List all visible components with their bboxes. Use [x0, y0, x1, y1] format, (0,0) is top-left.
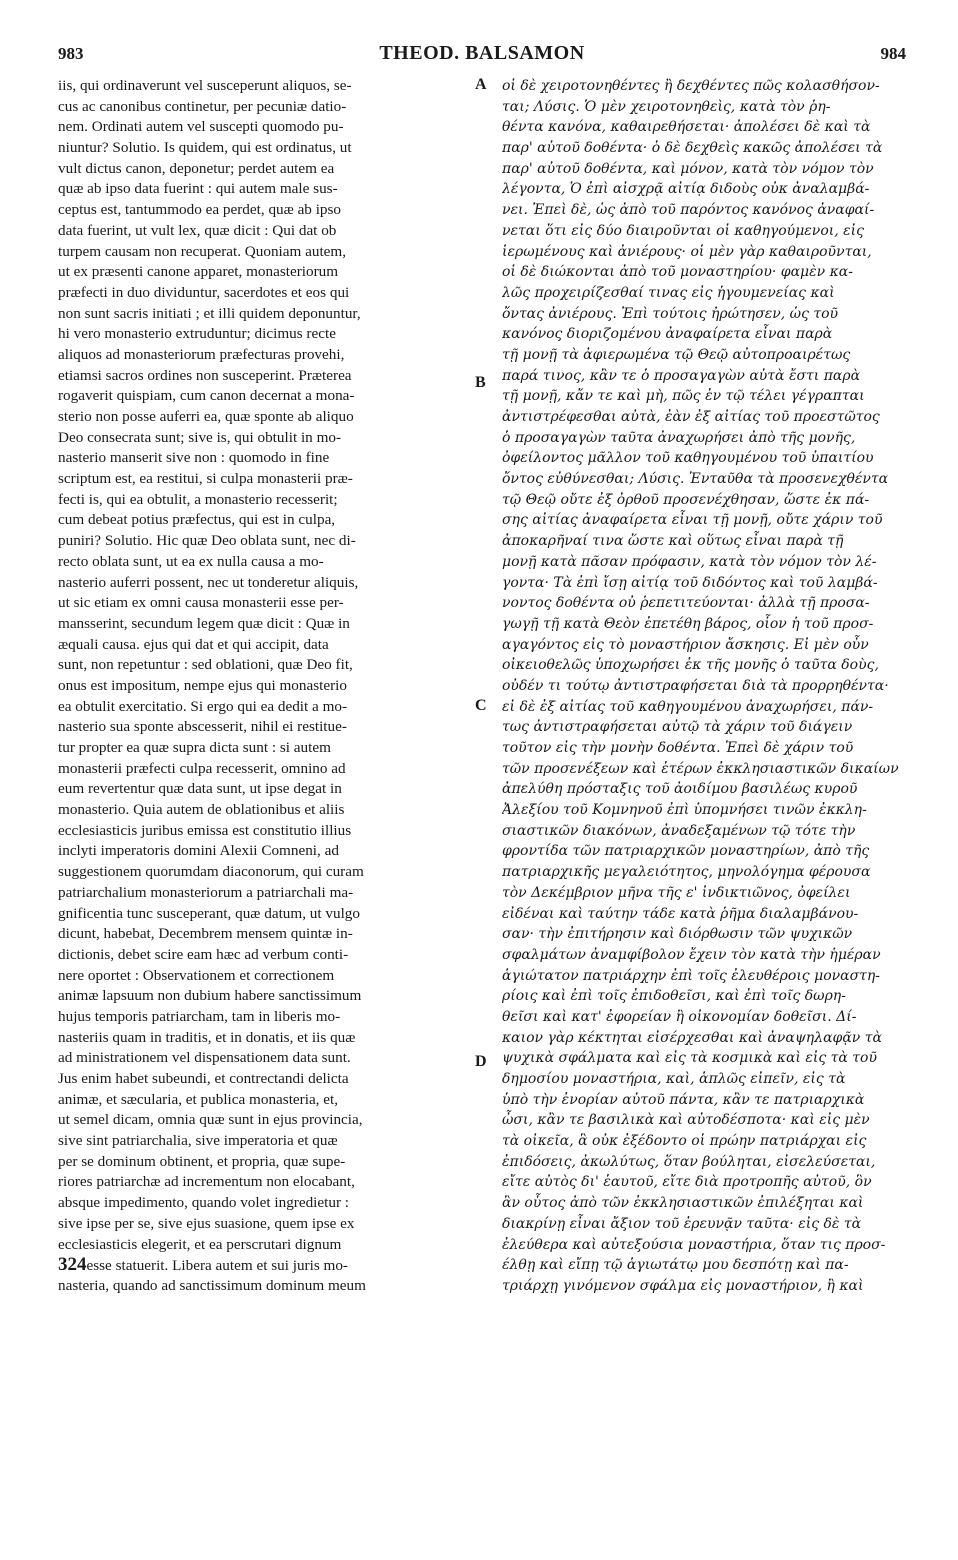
margin-marker-b: B	[475, 374, 486, 391]
text-line: λῶς προχειρίζεσθαί τινας εἰς ἡγουμενείας καὶ	[502, 284, 835, 301]
text-line: Jus enim habet subeundi, et contrectandi delicta	[58, 1070, 349, 1087]
text-line: nasterio manserit sive non : quomodo in fine	[58, 449, 330, 467]
text-line: εἰ δὲ ἐξ αἰτίας τοῦ καθηγουμένου ἀναχωρήσει, πάν-	[502, 698, 874, 715]
text-line: ὀφείλοντος μᾶλλον τοῦ καθηγουμένου τοῦ ὑπαιτίου	[502, 450, 874, 467]
text-line: παρ' αὐτοῦ δοθέντα· ὁ δὲ δεχθεὶς κακῶς ἀπολέσει τὰ	[502, 140, 883, 157]
text-line: παρ' αὐτοῦ δοθέντα, καὶ μόνον, κατὰ τὸν νόμον τὸν	[502, 160, 874, 177]
text-line: πατριαρχικῆς μεγαλειότητος, μηνολόγημα φέρουσα	[502, 864, 871, 881]
text-line: recto oblata sunt, ut ea ex nulla causa a mo-	[58, 552, 324, 570]
text-line: ὄντας ἀνιέρους. Ἐπὶ τούτοις ἠρώτησεν, ὡς τοῦ	[502, 305, 839, 322]
text-line: ὄντος εὐθύνεσθαι; Λύσις. Ἐνταῦθα τὰ προσενεχθέντα	[502, 471, 889, 488]
text-line: sive ipse per se, sive ejus suasione, quem ipse ex	[58, 1214, 355, 1232]
text-line: cus ac canonibus continetur, per pecuniæ datio-	[58, 97, 347, 115]
latin-column	[58, 76, 466, 1297]
right-column-number: 984	[880, 44, 906, 63]
text-line: ρίοις καὶ ἐπὶ τοῖς ἐπιδοθεῖσι, καὶ ἐπὶ τοῖς δωρη-	[502, 988, 846, 1005]
text-line: vult dictus canon, deponetur; perdet autem ea	[58, 159, 335, 177]
text-line: νοντος δοθέντα οὐ ῥεπετιτεύονται· ἀλλὰ τῇ προσα-	[502, 595, 870, 612]
text-line: nasterio sua sponte abscesserit, nihil ei restitue-	[58, 718, 347, 736]
text-line: ψυχικὰ σφάλματα καὶ εἰς τὰ κοσμικὰ καὶ εἰς τὰ τοῦ	[502, 1050, 877, 1067]
text-line: θέντα κανόνα, καθαιρεθήσεται· ἀπολέσει δὲ καὶ τὰ	[502, 119, 871, 136]
page-header	[58, 40, 906, 70]
text-line: ἱερωμένους καὶ ἀνιέρους· οἱ μὲν γὰρ καθαιροῦνται,	[502, 243, 872, 260]
text-line: τῇ μονῇ τὰ ἀφιερωμένα τῷ Θεῷ αὐτοπροαιρέτως	[502, 346, 851, 363]
text-line: ἀποκαρῆναί τινα ὥστε καὶ οὕτως εἶναι παρὰ τῇ	[502, 533, 844, 550]
text-line: σαν· τὴν ἐπιτήρησιν καὶ διόρθωσιν τῶν ψυχικῶν	[502, 926, 853, 943]
text-line: διακρίνῃ εἶναι ἄξιον τοῦ ἐρευνᾷν ταῦτα· εἰς δὲ τὰ	[502, 1215, 862, 1232]
text-line: τῷ Θεῷ οὔτε ἐξ ὀρθοῦ προσενέχθησαν, ὥστε ἐκ πά-	[502, 491, 870, 508]
text-line: έλθῃ καὶ εἴπῃ τῷ ἁγιωτάτῳ μου δεσπότῃ καὶ πα-	[502, 1257, 849, 1274]
text-line: σιαστικῶν διακόνων, ἀναδεξαμένων τῷ τότε τὴν	[502, 822, 856, 839]
text-line: οἱ δὲ χειροτονηθέντες ἢ δεχθέντες πῶς κολασθήσον-	[502, 78, 880, 94]
text-line: onus est impositum, nempe ejus qui monasterio	[58, 676, 347, 694]
text-line: fecti is, qui ea obtulit, a monasterio recesserit;	[58, 490, 338, 508]
text-line: τῇ μονῇ, κἄν τε καὶ μὴ, πῶς ἐν τῷ τέλει γέγραπται	[502, 388, 865, 405]
text-line: τοῦτον εἰς τὴν μονὴν δοθέντα. Ἐπεὶ δὲ χάριν τοῦ	[502, 740, 854, 756]
text-line: aliquos ad monasteriorum præfecturas provehi,	[58, 345, 345, 363]
text-line: ut sic etiam ex omni causa monasterii esse per-	[58, 594, 344, 612]
text-line: τῶν προσενέξεων καὶ ἑτέρων ἐκκλησιαστικῶν δικαίων	[502, 760, 899, 777]
margin-marker-d: D	[475, 1053, 487, 1070]
text-line: ται; Λύσις. Ὁ μὲν χειροτονηθεὶς, κατὰ τὸν ῥη-	[502, 98, 831, 115]
text-line: inclyti imperatoris domini Alexii Comneni, ad	[58, 842, 339, 860]
text-line: τως ἀντιστραφήσεται αὐτῷ τὰ χάριν τοῦ διάγειν	[502, 719, 853, 736]
text-line: per se dominum obtinent, et propria, quæ supe-	[58, 1152, 346, 1170]
text-line: cum debeat potius præfectus, qui est in culpa,	[58, 511, 336, 529]
text-line: animæ, et sæcularia, et publica monasteria, et,	[58, 1090, 339, 1108]
text-line: ἁγιώτατον πατριάρχην ἐπὶ τοῖς ἐλευθέροις μοναστη-	[502, 967, 881, 984]
text-line: σης αἰτίας ἀναφαίρετα εἶναι τῇ μονῇ, οὔτε χάριν τοῦ	[502, 512, 883, 529]
text-line: ut ex præsenti canone apparet, monasteriorum	[58, 263, 339, 281]
text-line: ὁ προσαγαγὼν ταῦτα ἀναχωρήσει ἀπὸ τῆς μονῆς,	[502, 429, 856, 446]
text-line: ἀπελύθη πρόσταξις τοῦ ἀοιδίμου βασιλέως κυροῦ	[502, 781, 858, 798]
text-line: ἂν οὗτος ἀπὸ τῶν ἐκκλησιαστικῶν ἐπιλέξηται καὶ	[502, 1195, 864, 1212]
text-line: ὑπὸ τὴν ἐνορίαν αὐτοῦ πάντα, κἂν τε πατριαρχικὰ	[502, 1091, 865, 1108]
text-line: monasterio. Quia autem de oblationibus et aliis	[58, 801, 345, 819]
text-line: dicunt, habebat, Decembrem mensem quintæ in-	[58, 925, 353, 943]
footer-number: 324	[58, 1255, 87, 1276]
text-line: suggestionem quorumdam diaconorum, qui curam	[58, 863, 364, 881]
text-line: οἱ δὲ διώκονται ἀπὸ τοῦ μοναστηρίου· φαμὲν κα-	[502, 264, 853, 281]
text-line: ὦσι, κἂν τε βασιλικὰ καὶ αὐτοδέσποτα· καὶ εἰς μὲν	[502, 1112, 870, 1129]
text-line: τὰ οἰκεῖα, ἃ οὐκ ἐξέδοντο οἱ πρώην πατριάρχαι εἰς	[502, 1133, 867, 1150]
text-line: φροντίδα τῶν πατριαρχικῶν μοναστηρίων, ἀπὸ τῆς	[502, 843, 870, 860]
text-line: nasterio auferri possent, nec ut tonderetur aliquis,	[58, 573, 359, 591]
text-line: δημοσίου μοναστήρια, καὶ, ἁπλῶς εἰπεῖν, εἰς τὰ	[502, 1071, 846, 1087]
text-line: eum revertentur quæ data sunt, ut ipse degat in	[58, 780, 342, 798]
text-line: patriarchalium monasteriorum a patriarchali ma-	[58, 883, 354, 901]
text-line: æquali causa. ejus qui dat et qui accipit, data	[58, 635, 329, 653]
text-line: absque impedimento, quando volet ingredietur :	[58, 1194, 350, 1212]
text-line: γοντα· Τὰ ἐπὶ ἴσῃ αἰτίᾳ τοῦ διδόντος καὶ τοῦ λαμβά-	[502, 574, 878, 591]
text-line: λέγοντα, Ὁ ἐπὶ αἰσχρᾷ αἰτίᾳ διδοὺς οὐκ ἀναλαμβά-	[502, 181, 870, 198]
text-line: νει. Ἐπεὶ δὲ, ὡς ἀπὸ τοῦ παρόντος κανόνος ἀναφαί-	[502, 202, 875, 219]
text-line: iis, qui ordinaverunt vel susceperunt aliquos, se-	[58, 77, 352, 94]
text-line: ecclesiasticis elegerit, et ea perscrutari dignum	[58, 1235, 342, 1253]
text-line: non sunt sacris initiati ; et illi quidem deponuntur,	[58, 304, 361, 322]
text-line: gnificentia tunc susceperant, quæ datum, ut vulgo	[58, 904, 360, 922]
text-line: rogaverit quispiam, cum canon decernat a mona-	[58, 387, 355, 405]
left-column-number: 983	[58, 44, 84, 63]
text-line: ad ministrationem vel dispensationem data sunt.	[58, 1049, 351, 1067]
running-title: THEOD. BALSAMON	[379, 42, 585, 64]
text-line: sterio non posse auferri ea, quæ sponte ab aliquo	[58, 408, 354, 425]
text-line: ut semel dicam, omnia quæ sunt in ejus provincia,	[58, 1111, 363, 1129]
text-line: ceptus est, tantummodo ea perdet, quæ ab ipso	[58, 201, 342, 219]
text-line: τὸν Δεκέμβριον μῆνα τῆς ε' ἰνδικτιῶνος, ὀφείλει	[502, 884, 851, 901]
text-line: data fuerint, ut vult lex, quæ dicit : Qui dat ob	[58, 221, 337, 239]
text-line: κανόνος διοριζομένου ἀναφαίρετα εἶναι παρὰ	[502, 326, 833, 343]
text-line: nere oportet : Observationem et correctionem	[58, 966, 335, 984]
text-line: γωγῇ τῇ κατὰ Θεὸν ἐπετέθη βάρος, οἷον ἡ τοῦ προσ-	[502, 615, 874, 632]
text-line: ea obtulit exercitatio. Si ergo qui ea dedit a mo-	[58, 697, 348, 715]
text-line: riores patriarchæ ad incrementum non elocabant,	[58, 1173, 355, 1191]
text-line: εἴτε αὐτὸς δι' ἑαυτοῦ, εἴτε διὰ προτροπῆς αὐτοῦ, ὃν	[502, 1174, 872, 1191]
text-line: Ἀλεξίου τοῦ Κομνηνοῦ ἐπὶ ὑπομνήσει τινῶν ἐκκλη-	[502, 802, 867, 819]
text-line: nasteria, quando ad sanctissimum dominum meum	[58, 1276, 366, 1294]
text-line: tur propter ea quæ supra dicta sunt : si autem	[58, 739, 331, 756]
text-line: nem. Ordinati autem vel suscepti quomodo pu-	[58, 118, 344, 136]
text-line: θεῖσι καὶ κατ' ἐφορείαν ἢ οἰκονομίαν δοθεῖσι. Δί-	[502, 1008, 857, 1025]
text-line: σφαλμάτων ἀναμφίβολον ἔχειν τὸν κατὰ τὴν ἡμέραν	[502, 946, 881, 963]
text-line: puniri? Solutio. Hic quæ Deo oblata sunt, nec di-	[58, 532, 356, 550]
text-line: ἀντιστρέφεσθαι αὐτὰ, ἐὰν ἐξ αἰτίας τοῦ προεστῶτος	[502, 409, 880, 425]
text-line: turpem causam non recuperat. Quoniam autem,	[58, 242, 347, 260]
text-line: dictionis, debet scire eam hæc ad verbum conti-	[58, 945, 349, 963]
text-line: animæ lapsuum non dubium habere sanctissimum	[58, 987, 362, 1005]
text-line: niuntur? Solutio. Is quidem, qui est ordinatus, ut	[58, 139, 352, 157]
text-line: monasterii præfecti culpa recesserit, omnino ad	[58, 759, 346, 777]
text-line: ἐλεύθερα καὶ αὐτεξούσια μοναστήρια, ὅταν τις προσ-	[502, 1236, 886, 1253]
greek-column	[502, 76, 906, 1297]
text-line: παρά τινος, κἂν τε ὁ προσαγαγὼν αὐτὰ ἔστι παρὰ	[502, 367, 861, 384]
margin-marker-a: A	[475, 76, 487, 93]
text-line: αγαγόντος εἰς τὸ μοναστήριον ἄσκησις. Εἰ μὲν οὖν	[502, 636, 869, 653]
text-line: nasteriis quam in traditis, et in donatis, et iis quæ	[58, 1028, 356, 1046]
text-line: τριάρχῃ γινόμενον σφάλμα εἰς μοναστήριον, ἢ καὶ	[502, 1277, 864, 1294]
text-line-rest: esse statuerit. Libera autem et sui juris mo-	[86, 1257, 348, 1275]
text-line: præfecti in duo dividuntur, sacerdotes et eos qui	[58, 283, 350, 301]
text-line: μονῇ κατὰ πᾶσαν πρόφασιν, κατὰ τὸν νόμον τὸν λέ-	[502, 553, 877, 570]
text-line: οὐδέν τι τούτῳ ἀντιστραφήσεται διὰ τὰ προρρηθέντα·	[502, 677, 889, 694]
text-line: etiamsi sacros ordines non susceperint. Præterea	[58, 366, 352, 384]
text-line: εἰδέναι καὶ ταύτην τάδε κατὰ ῥῆμα διαλαμβάνου-	[502, 905, 859, 922]
text-line: hi vero monasterio extruduntur; dicimus recte	[58, 325, 336, 343]
text-line: hujus temporis patriarcham, tam in liberis mo-	[58, 1007, 341, 1025]
text-line: scriptum est, ea restitui, si culpa monasterii præ-	[58, 470, 353, 488]
text-line: mansserint, secundum legem quæ dicit : Quæ in	[58, 614, 350, 632]
text-line: Deo consecrata sunt; sive is, qui obtulit in mo-	[58, 428, 342, 446]
text-line: οἰκειοθελῶς ὑποχωρήσει ἐκ τῆς μονῆς ὁ ταῦτα δοὺς,	[502, 657, 879, 674]
text-line: ecclesiasticis juribus emissa est constitutio illius	[58, 821, 352, 839]
text-line: sive sint patriarchalia, sive imperatoria et quæ	[58, 1132, 338, 1150]
text-line: καιον γὰρ κέκτηται εἰσέρχεσθαι καὶ ἀναψηλαφᾷν τὰ	[502, 1029, 882, 1046]
text-line: sunt, non repetuntur : sed oblationi, quæ Deo fit,	[58, 656, 353, 674]
text-line: ἐπιδόσεις, ἀκωλύτως, ὅταν βούληται, εἰσελεύσεται,	[502, 1153, 876, 1170]
text-line: quæ ab ipso data fuerint : qui autem male sus-	[58, 180, 338, 198]
margin-marker-c: C	[475, 697, 487, 714]
text-line	[58, 1255, 466, 1276]
text-line: νεται ὅτι εἰς δύο διαιροῦνται οἱ καθηγούμενοι, εἰς	[502, 222, 864, 239]
